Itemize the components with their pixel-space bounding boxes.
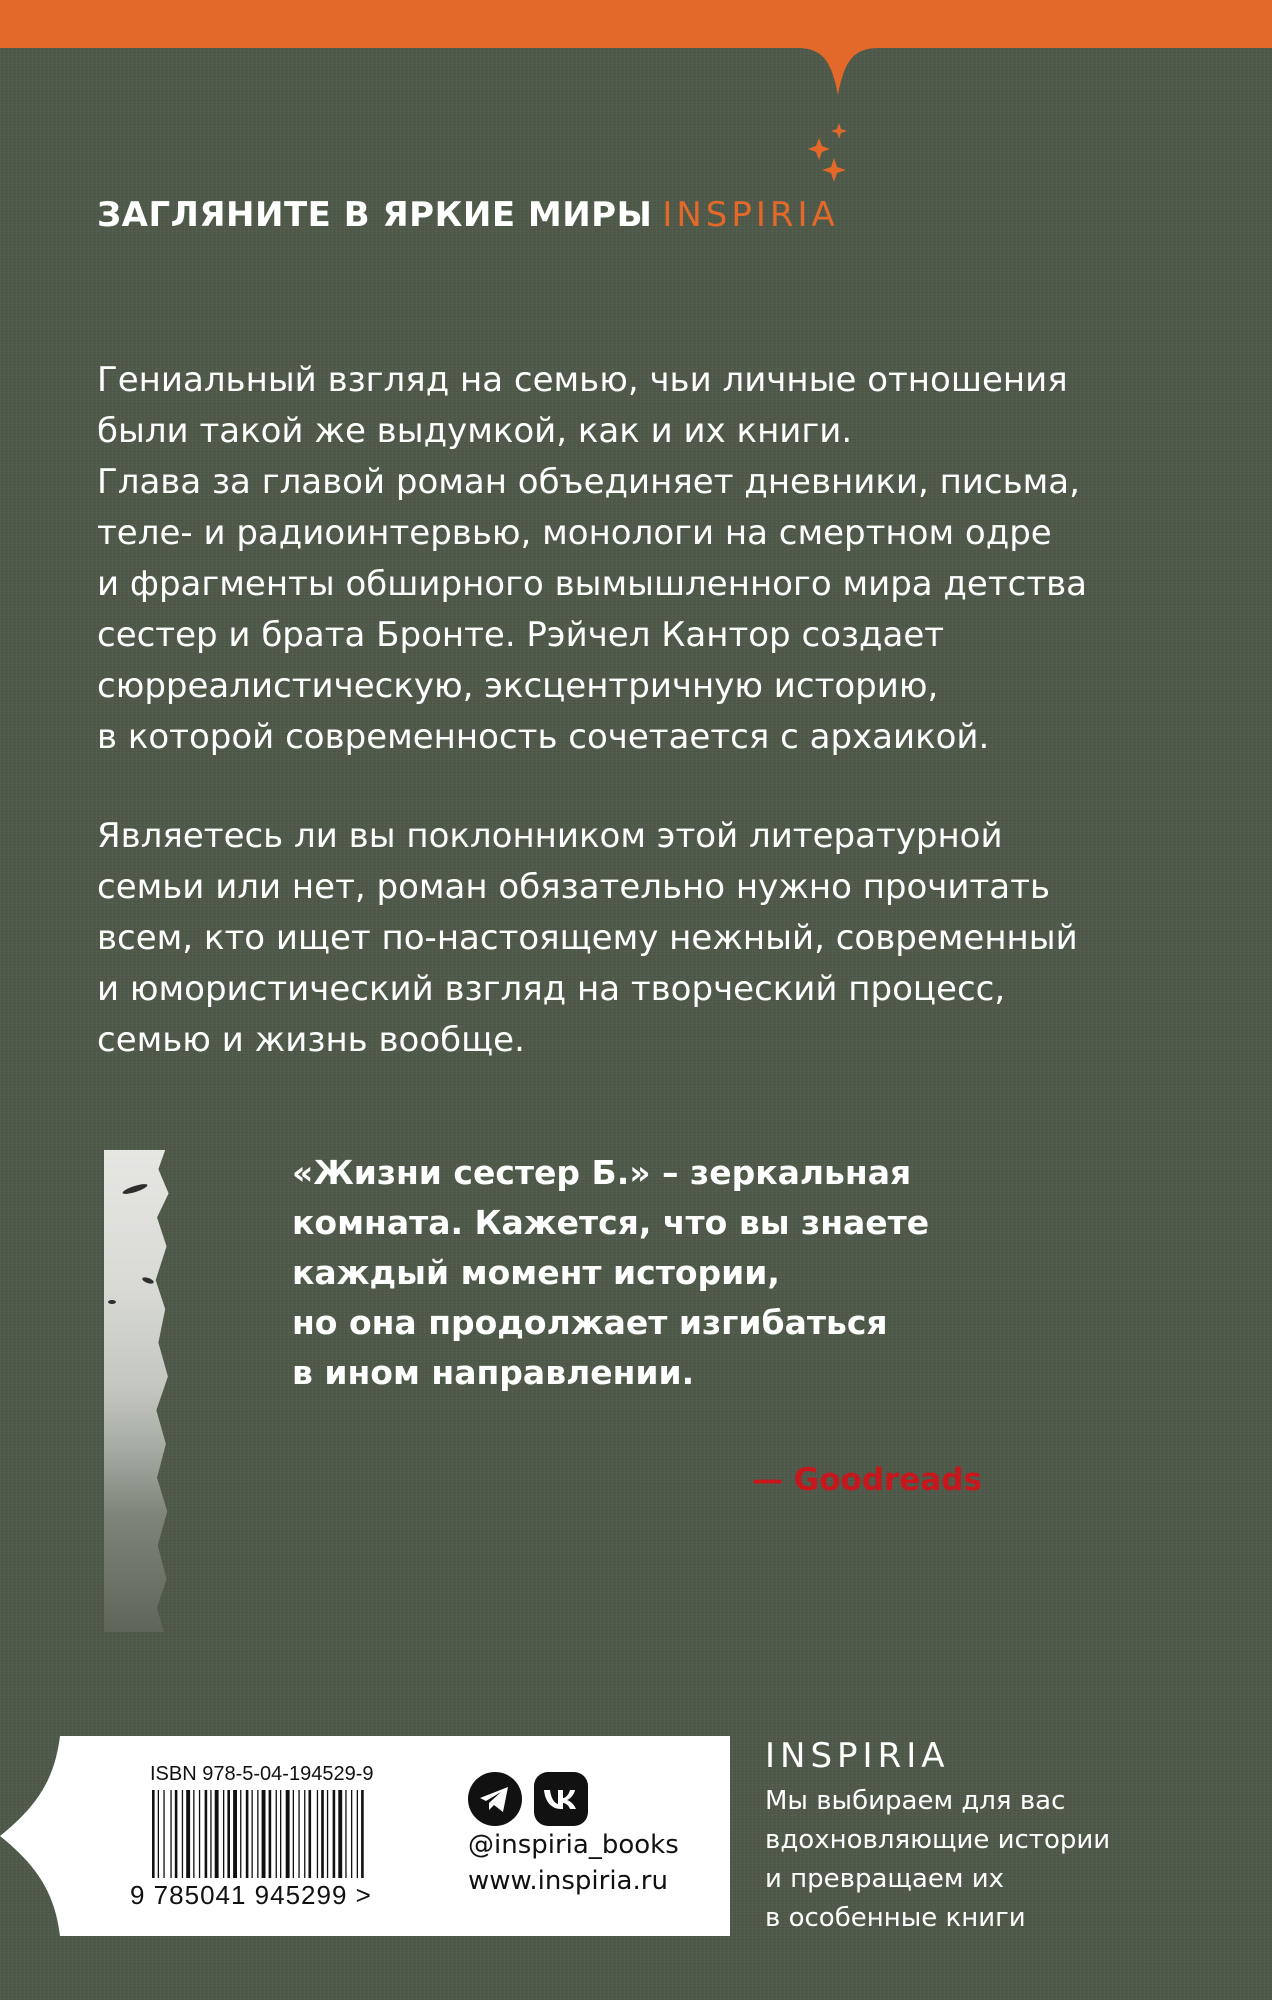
description-paragraph-1 [97,355,1197,763]
quote-line: каждый момент истории, [292,1253,780,1292]
barcode-bar [286,1790,290,1878]
barcode-bar [193,1790,194,1878]
description-line: семьи или нет, роман обязательно нужно прочитать [97,867,1050,907]
barcode-bar [175,1790,178,1878]
description-line: сюрреалистическую, эксцентричную историю, [97,666,939,706]
barcode-bar [361,1790,364,1878]
barcode-bar [357,1790,358,1878]
tagline-line: Мы выбираем для вас [765,1786,1066,1816]
bird-silhouette [108,1300,116,1304]
barcode-bar [317,1790,318,1878]
barcode-bar [338,1790,342,1878]
description-line: Гениальный взгляд на семью, чьи личные отношения [97,360,1068,400]
sparkle-icon [805,120,855,185]
quote-line: в ином направлении. [292,1353,695,1392]
social-handle[interactable]: @inspiria_books [468,1830,679,1860]
barcode-bar [333,1790,336,1878]
book-description [97,355,1197,1066]
publisher-logo: INSPIRIA [765,1736,950,1776]
description-line: сестер и брата Бронте. Рэйчел Кантор создает [97,615,945,655]
barcode-bar [227,1790,230,1878]
barcode-bar [223,1790,224,1878]
description-line: всем, кто ищет по-настоящему нежный, современный [97,918,1078,958]
barcode-bar [199,1790,200,1878]
description-line: Являетесь ли вы поклонником этой литературной [97,816,1003,856]
description-line: теле- и радиоинтервью, монологи на смертном одре [97,513,1052,553]
description-line: и юмористический взгляд на творческий процесс, [97,969,1006,1009]
barcode-bar [298,1790,299,1878]
barcode-bar [269,1790,272,1878]
quote-attribution: — Goodreads [752,1462,982,1498]
bird-silhouette [142,1276,155,1285]
bird-silhouette [122,1182,149,1196]
barcode-bar [210,1790,211,1878]
barcode-bar [152,1790,155,1878]
barcode-bar [309,1790,312,1878]
top-orange-band [0,0,1272,100]
vk-icon[interactable] [534,1772,588,1826]
quote-line: комната. Кажется, что вы знаете [292,1203,930,1242]
barcode-bar [215,1790,219,1878]
description-line: в которой современность сочетается с архаикой. [97,717,990,757]
barcode-bar [182,1790,183,1878]
description-line: семью и жизнь вообще. [97,1020,525,1060]
barcode-bar [158,1790,159,1878]
torn-photo-strip [104,1150,172,1632]
quote-line: «Жизни сестер Б.» – зеркальная [292,1153,912,1192]
barcode-digits: 9 785041 945299 > [130,1880,372,1910]
barcode-bar [276,1790,277,1878]
tagline-line: и превращаем их [765,1864,1005,1894]
description-line: и фрагменты обширного вымышленного мира детства [97,564,1088,604]
quote-line: но она продолжает изгибаться [292,1303,888,1342]
description-line: Глава за главой роман объединяет дневники, письма, [97,462,1080,502]
barcode-bar [233,1790,237,1878]
top-band-shape [0,0,1272,95]
tagline-line: в особенные книги [765,1903,1026,1933]
barcode-bar [257,1790,258,1878]
barcode-bar [351,1790,352,1878]
tagline-line: вдохновляющие истории [765,1825,1111,1855]
publisher-tagline [765,1782,1245,1938]
barcode-bar [327,1790,328,1878]
review-quote [292,1148,1052,1398]
barcode-bar [262,1790,266,1878]
website-link[interactable]: www.inspiria.ru [468,1866,668,1896]
description-line: были такой же выдумкой, как и их книги. [97,411,853,451]
barcode-bar [293,1790,294,1878]
barcode-bar [345,1790,346,1878]
headline-text: ЗАГЛЯНИТЕ В ЯРКИЕ МИРЫ [97,195,653,235]
barcode-bar [186,1790,190,1878]
barcode [148,1790,408,1878]
barcode-bar [240,1790,241,1878]
telegram-icon[interactable] [468,1772,522,1826]
barcode-bar [321,1790,324,1878]
barcode-bar [280,1790,281,1878]
description-paragraph-2 [97,811,1197,1066]
isbn-number: ISBN 978-5-04-194529-9 [150,1763,374,1785]
barcode-bar [246,1790,249,1878]
headline-brand: INSPIRIA [662,195,839,235]
barcode-bar [252,1790,253,1878]
barcode-bar [205,1790,208,1878]
barcode-bar [163,1790,164,1878]
headline [97,195,839,235]
barcode-bar [304,1790,305,1878]
barcode-bar [170,1790,171,1878]
